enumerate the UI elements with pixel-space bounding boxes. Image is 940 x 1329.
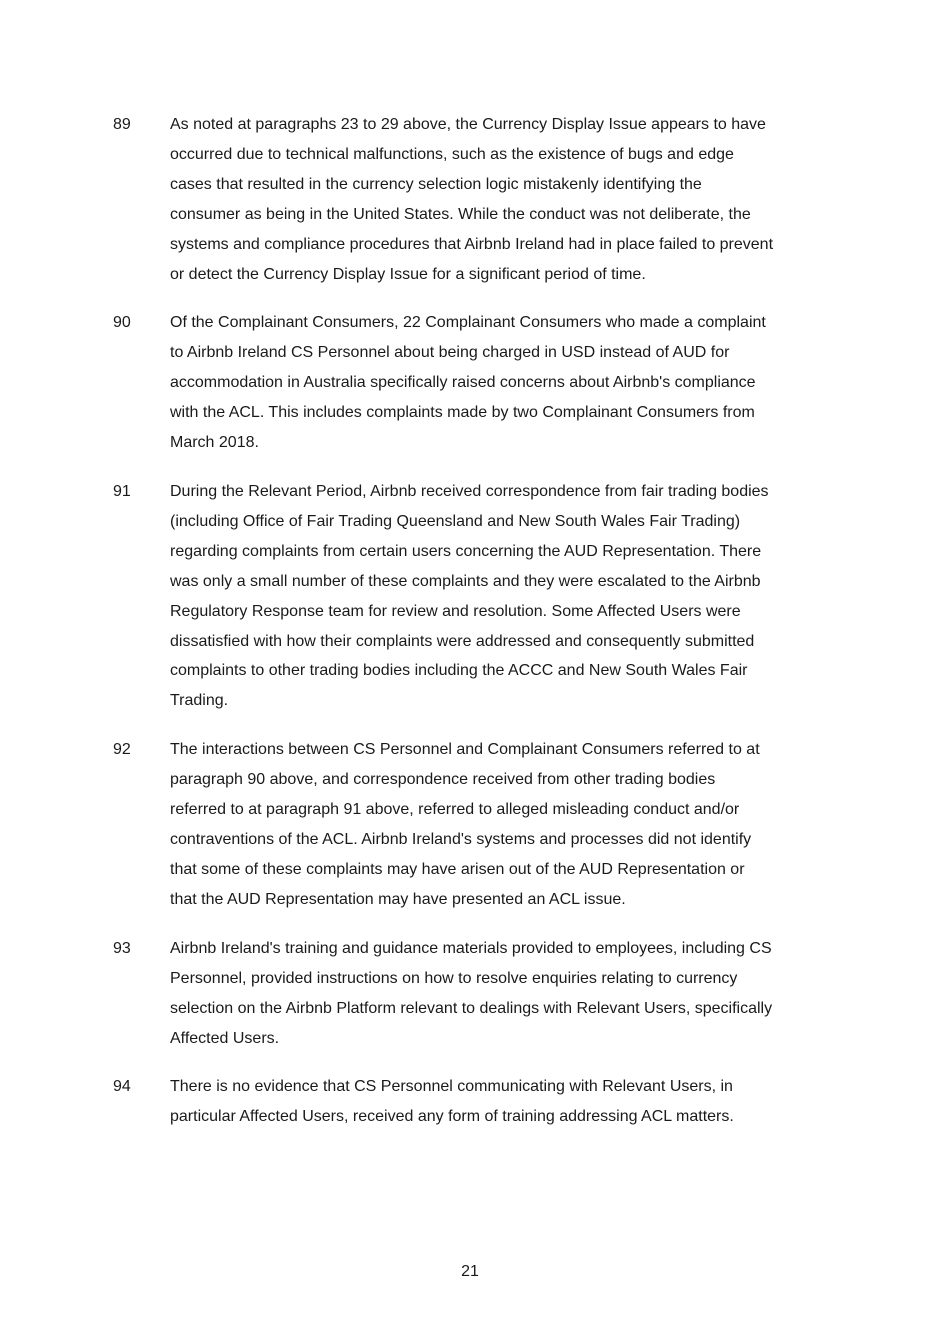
paragraph-number: 92 bbox=[113, 741, 131, 758]
paragraph-text: There is no evidence that CS Personnel communicating with Relevant Users, in particular Affected Users, received any form of training addressing ACL matters. bbox=[170, 1078, 734, 1125]
paragraph-text: The interactions between CS Personnel and Complainant Consumers referred to at paragraph 90 above, and correspondence received from other trading bodies referred to at paragraph 91 above, referred to alleged misleading conduct and/or contraventions of the ACL. Airbnb Ireland's systems and processes did not identify that some of these complaints may have arisen out of the AUD Representation or that the AUD Representation may have presented an ACL issue. bbox=[170, 741, 760, 908]
paragraph-94 bbox=[113, 1072, 833, 1132]
paragraph-text: During the Relevant Period, Airbnb received correspondence from fair trading bodies (including Office of Fair Trading Queensland and New South Wales Fair Trading) regarding complaints from certain users concerning the AUD Representation. There was only a small number of these complaints and they were escalated to the Airbnb Regulatory Response team for review and resolution. Some Affected Users were dissatisfied with how their complaints were addressed and consequently submitted complaints to other trading bodies including the ACCC and New South Wales Fair Trading. bbox=[170, 483, 769, 710]
paragraph-number: 89 bbox=[113, 116, 131, 133]
paragraph-92 bbox=[113, 735, 833, 914]
paragraph-number: 93 bbox=[113, 940, 131, 957]
paragraph-text: Airbnb Ireland's training and guidance materials provided to employees, including CS Personnel, provided instructions on how to resolve enquiries relating to currency selection on the Airbnb Platform relevant to dealings with Relevant Users, specifically Affected Users. bbox=[170, 940, 773, 1047]
paragraph-text: As noted at paragraphs 23 to 29 above, the Currency Display Issue appears to have occurred due to technical malfunctions, such as the existence of bugs and edge cases that resulted in the currency selection logic mistakenly identifying the consumer as being in the United States. While the conduct was not deliberate, the systems and compliance procedures that Airbnb Ireland had in place failed to prevent or detect the Currency Display Issue for a significant period of time. bbox=[170, 116, 774, 283]
paragraph-text: Of the Complainant Consumers, 22 Complainant Consumers who made a complaint to Airbnb Ireland CS Personnel about being charged in USD instead of AUD for accommodation in Australia specifically raised concerns about Airbnb's compliance with the ACL. This includes complaints made by two Complainant Consumers from March 2018. bbox=[170, 314, 766, 451]
paragraph-89 bbox=[113, 110, 833, 289]
paragraph-90 bbox=[113, 308, 833, 458]
paragraph-93 bbox=[113, 934, 833, 1054]
page-number: 21 bbox=[461, 1263, 479, 1280]
paragraph-91 bbox=[113, 477, 833, 716]
paragraph-number: 91 bbox=[113, 483, 131, 500]
paragraph-number: 94 bbox=[113, 1078, 131, 1095]
paragraph-number: 90 bbox=[113, 314, 131, 331]
